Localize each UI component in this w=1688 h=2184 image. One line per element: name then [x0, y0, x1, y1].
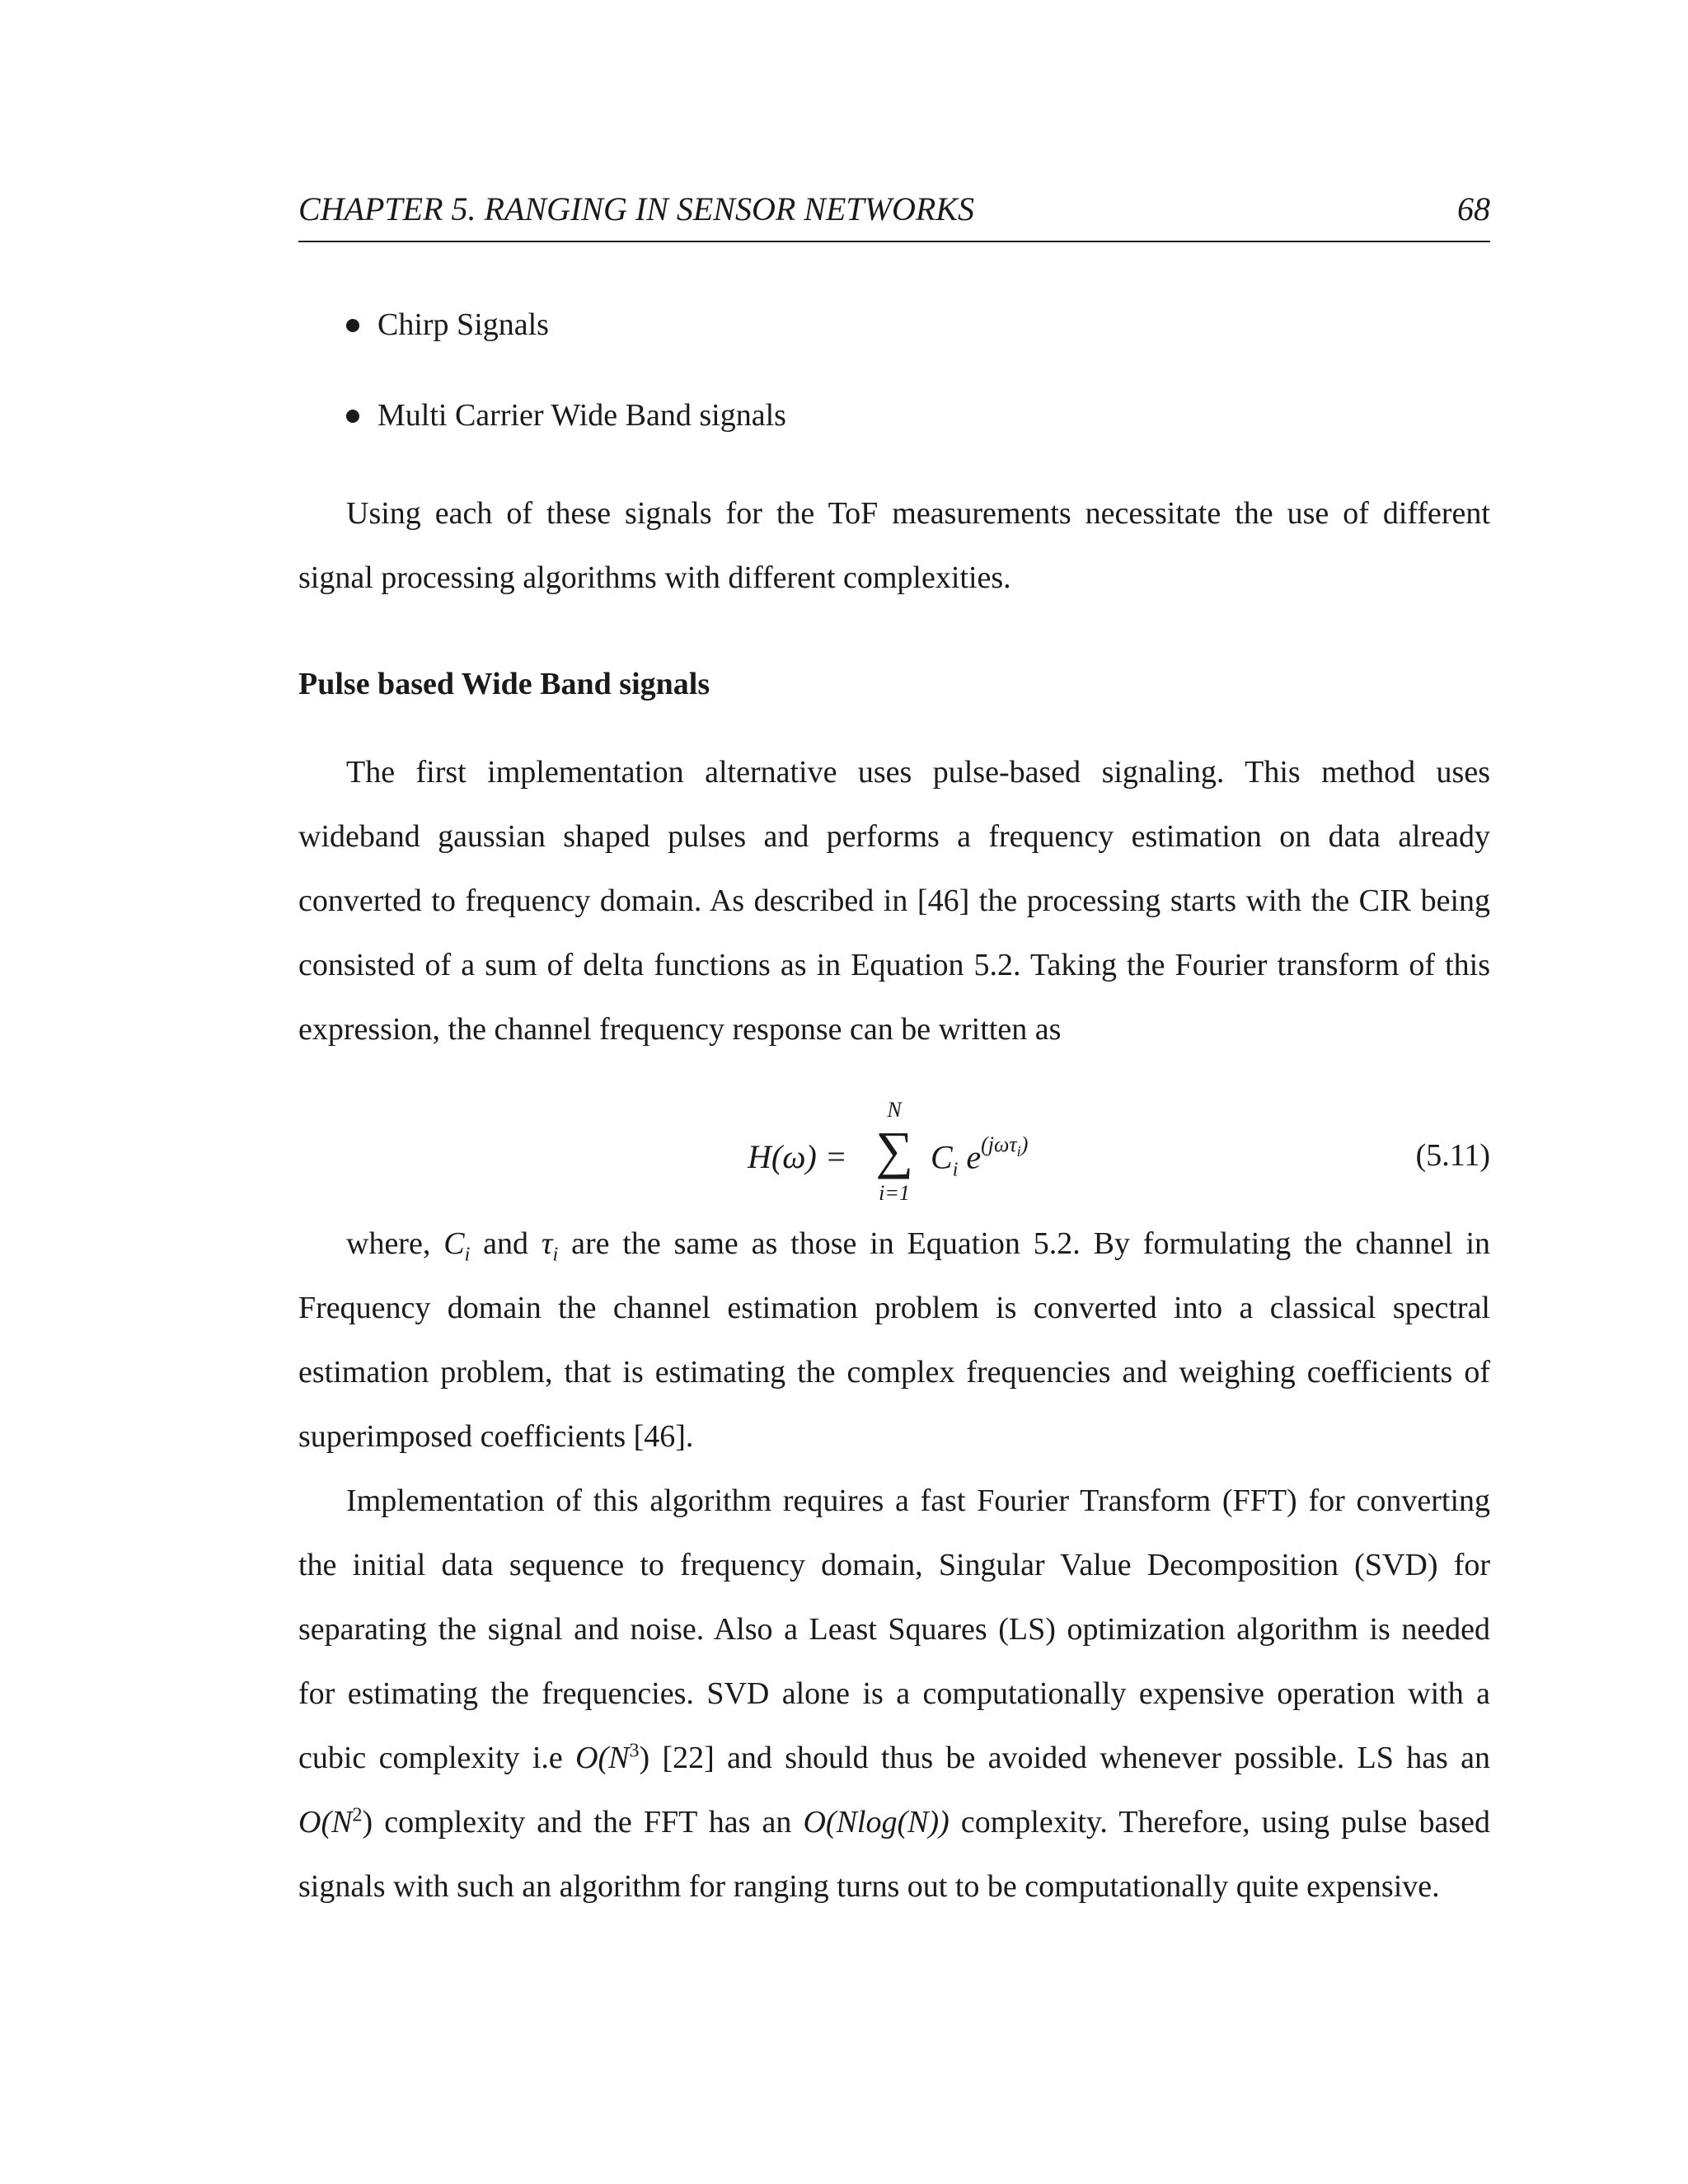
summation — [868, 1096, 921, 1210]
equation-5-11 — [298, 1096, 1490, 1220]
sigma-icon: ∑ — [875, 1121, 913, 1179]
bullet-icon — [346, 410, 359, 423]
page-number: 68 — [1457, 190, 1490, 227]
bullet-text: Multi Carrier Wide Band signals — [377, 398, 786, 433]
sum-upper-limit: N — [887, 1098, 902, 1122]
equation-rhs: $C_i$ $e^{(j\omega\tau_i)}$ — [931, 1132, 1029, 1181]
chapter-title: CHAPTER 5. RANGING IN SENSOR NETWORKS — [298, 190, 974, 227]
bullet-text: Chirp Signals — [377, 307, 549, 342]
paragraph-2: where, $C_i$ and $\tau_i$ are the same as those in Equation 5.2. By formulating the channel in Frequency domain the channel estimation problem is converted into a classical spectral estimation problem, that is estimating the complex frequencies and weighing coefficients of superimposed coefficients [46]. — [298, 1226, 1491, 1454]
bullet-icon — [346, 319, 359, 332]
equation-lhs: H(ω) = — [748, 1138, 847, 1175]
equation-number: (5.11) — [1415, 1138, 1490, 1173]
paragraph-1: The first implementation alternative uses pulse-based signaling. This method uses wideband gaussian shaped pulses and performs a frequency estimation on data already converted to frequency domain. As described in [46] the processing starts with the CIR being consisted of a sum of delta functions as in Equation 5.2. Taking the Fourier transform of this expression, the channel frequency response can be written as — [298, 755, 1490, 1047]
bullet-item — [346, 397, 786, 434]
sum-lower-limit: i=1 — [879, 1181, 910, 1205]
intro-paragraph: Using each of these signals for the ToF measurements necessitate the use of different signal processing algorithms with different complexities. — [298, 496, 1490, 595]
paragraph-3: Implementation of this algorithm requires a fast Fourier Transform (FFT) for converting the initial data sequence to frequency domain, Singular Value Decomposition (SVD) for separating the signal and noise. Also a Least Squares (LS) optimization algorithm is needed for estimating the frequencies. SVD alone is a computationally expensive operation with a cubic complexity i.e $O(N^3)$ [22] and should thus be avoided whenever possible. LS has an $O(N^2)$ complexity and the FFT has an O(Nlog(N)) complexity. Therefore, using pulse based signals with such an algorithm for ranging turns out to be computationally quite expensive. — [298, 1483, 1491, 1904]
running-header — [298, 190, 1490, 242]
section-heading: Pulse based Wide Band signals — [298, 667, 710, 701]
bullet-item — [346, 307, 549, 343]
